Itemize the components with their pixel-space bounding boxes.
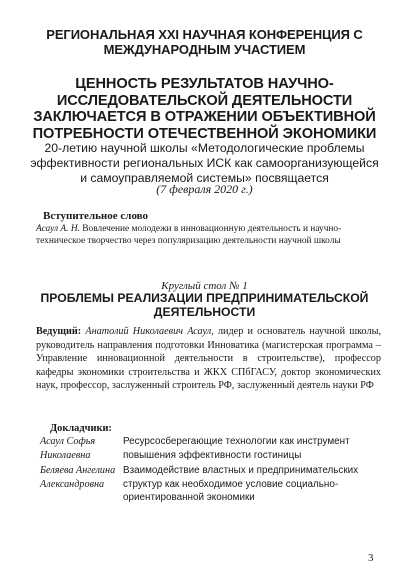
intro-text: Вовлечение молодежи в инновационную деятельность и научно-техническое творчество через популяризацию деятельности научной школы (36, 224, 342, 246)
round-table-title: ПРОБЛЕМЫ РЕАЛИЗАЦИИ ПРЕДПРИНИМАТЕЛЬСКОЙ ДЕЯТЕЛЬНОСТИ (40, 291, 369, 319)
intro-body (36, 223, 381, 247)
speakers-heading: Докладчики: (50, 423, 112, 434)
page-number: 3 (368, 552, 374, 564)
speaker-name: Асаул Софья Николаевна (40, 436, 96, 461)
subtitle: 20-летию научной школы «Методологические проблемы эффективности региональных ИСК как самоорганизующейся и самоуправляемой системы» посвящается (30, 141, 379, 185)
speaker-name: Беляева Ангелина Александровна (40, 465, 116, 490)
intro-heading: Вступительное слово (43, 210, 149, 222)
speaker-topic: Ресурсосберегающие технологии как инструмент повышения эффективности гостиницы (123, 436, 350, 461)
moderator-name: Анатолий Николаевич Асаул, (85, 326, 214, 337)
conference-title: РЕГИОНАЛЬНАЯ XXI НАУЧНАЯ КОНФЕРЕНЦИЯ С МЕЖДУНАРОДНЫМ УЧАСТИЕМ (46, 27, 363, 57)
intro-author: Асаул А. Н. (36, 224, 80, 234)
moderator-paragraph (36, 325, 381, 393)
event-date: (7 февраля 2020 г.) (156, 182, 253, 196)
main-title: ЦЕННОСТЬ РЕЗУЛЬТАТОВ НАУЧНО-ИССЛЕДОВАТЕЛЬСКОЙ ДЕЯТЕЛЬНОСТИ ЗАКЛЮЧАЕТСЯ В ОТРАЖЕНИИ ОБЪЕКТИВНОЙ ПОТРЕБНОСТИ ОТЕЧЕСТВЕННОЙ ЭКОНОМИКИ (32, 76, 377, 142)
moderator-description: лидер и основатель научной школы, руководитель направления подготовки Инноватика (магистерская программа – Управление инновационной деятельности в строительстве), профессор кафедры экономики строительства и ЖКХ СПбГАСУ, доктор экономических наук, профессор, заслуженный строитель РФ, заслуженный деятель науки РФ (36, 326, 381, 392)
moderator-lead: Ведущий: (36, 326, 82, 337)
round-table-label: Круглый стол № 1 (161, 280, 248, 292)
speaker-topic: Взаимодействие властных и предпринимательских структур как необходимое условие социально-ориентированной экономики (123, 465, 359, 504)
